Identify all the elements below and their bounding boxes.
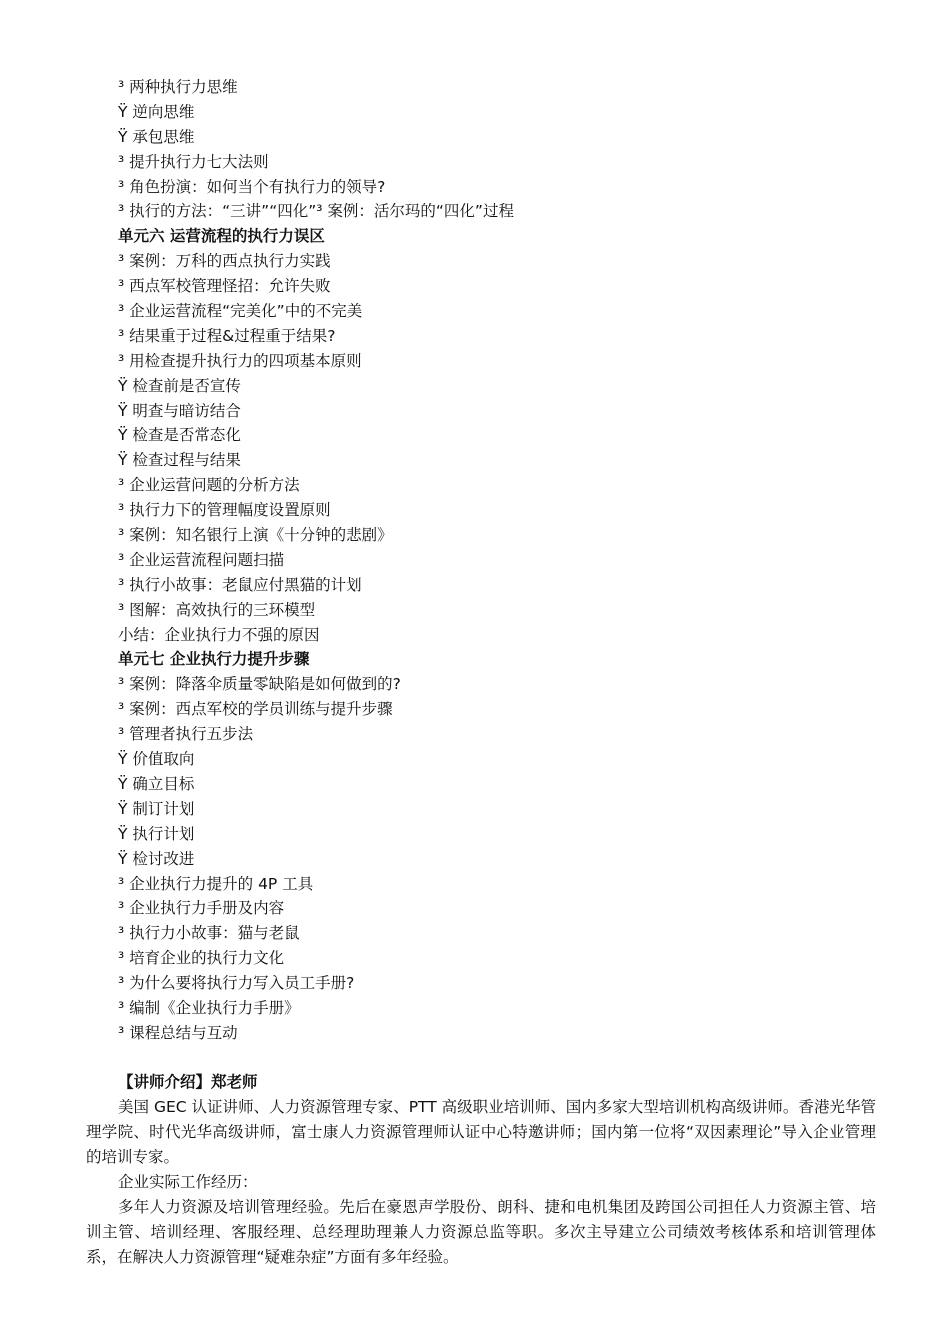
outline-item: ³ 企业运营流程问题扫描 [118,550,285,569]
outline-item: Ÿ 检查过程与结果 [118,451,241,470]
outline-item: ³ 提升执行力七大法则 [118,152,269,171]
outline-item: Ÿ 检讨改进 [118,849,195,868]
outline-item: ³ 为什么要将执行力写入员工手册? [118,974,355,993]
outline-item: Ÿ 承包思维 [118,127,195,146]
outline-item: ³ 案例：知名银行上演《十分钟的悲剧》 [118,526,393,545]
outline-item: ³ 企业运营流程“完美化”中的不完美 [118,302,363,321]
outline-item: Ÿ 检查是否常态化 [118,426,241,445]
outline-item: Ÿ 执行计划 [118,824,195,843]
outline-item: Ÿ 价值取向 [118,750,195,769]
outline-item: ³ 西点军校管理怪招：允许失败 [118,277,331,296]
outline-item: ³ 管理者执行五步法 [118,725,254,744]
instructor-heading: 【讲师介绍】郑老师 [118,1073,258,1091]
unit-heading: 单元七 企业执行力提升步骤 [118,650,310,669]
outline-item: Ÿ 逆向思维 [118,102,195,121]
outline-item: ³ 企业执行力提升的 4P 工具 [118,874,314,893]
outline-item: ³ 执行小故事：老鼠应付黑猫的计划 [118,575,362,594]
outline-item: ³ 结果重于过程&过程重于结果? [118,326,336,345]
unit-heading: 单元六 运营流程的执行力误区 [118,227,325,246]
instructor-section [86,1070,876,1270]
outline-item: ³ 案例：西点军校的学员训练与提升步骤 [118,700,393,719]
work-experience-text: 多年人力资源及培训管理经验。先后在豪恩声学股份、朗科、捷和电机集团及跨国公司担任人力资源主管、培训主管、培训经理、客服经理、总经理助理兼人力资源总监等职。多次主导建立公司绩效考核体系和培训管理体系，在解决人力资源管理“疑难杂症”方面有多年经验。 [86,1198,876,1266]
outline-item: Ÿ 检查前是否宣传 [118,376,241,395]
outline-item: ³ 企业执行力手册及内容 [118,899,285,918]
outline-item: Ÿ 制订计划 [118,799,195,818]
outline-item: ³ 培育企业的执行力文化 [118,949,285,968]
outline-item: ³ 图解：高效执行的三环模型 [118,600,316,619]
instructor-intro: 美国 GEC 认证讲师、人力资源管理专家、PTT 高级职业培训师、国内多家大型培训机构高级讲师。香港光华管理学院、时代光华高级讲师，富士康人力资源管理师认证中心特邀讲师；国内第一位将“双因素理论”导入企业管理的培训专家。 [86,1098,876,1166]
outline-item: ³ 两种执行力思维 [118,78,238,96]
outline-item: Ÿ 确立目标 [118,774,195,793]
outline-item: ³ 执行力小故事：猫与老鼠 [118,924,300,943]
outline-item: ³ 企业运营问题的分析方法 [118,476,300,495]
outline-item: ³ 执行力下的管理幅度设置原则 [118,501,331,520]
outline-item: Ÿ 明查与暗访结合 [118,401,241,420]
outline-item: ³ 课程总结与互动 [118,1023,238,1042]
course-outline [118,75,878,1046]
outline-item: ³ 执行的方法：“三讲”“四化”³ 案例：活尔玛的“四化”过程 [118,202,514,221]
outline-item: ³ 角色扮演：如何当个有执行力的领导? [118,177,386,196]
outline-item: ³ 案例：万科的西点执行力实践 [118,252,331,271]
outline-item: ³ 编制《企业执行力手册》 [118,998,300,1017]
outline-item: 小结：企业执行力不强的原因 [118,625,320,644]
work-experience-heading: 企业实际工作经历： [118,1173,258,1191]
outline-item: ³ 用检查提升执行力的四项基本原则 [118,351,362,370]
outline-item: ³ 案例：降落伞质量零缺陷是如何做到的? [118,675,401,694]
